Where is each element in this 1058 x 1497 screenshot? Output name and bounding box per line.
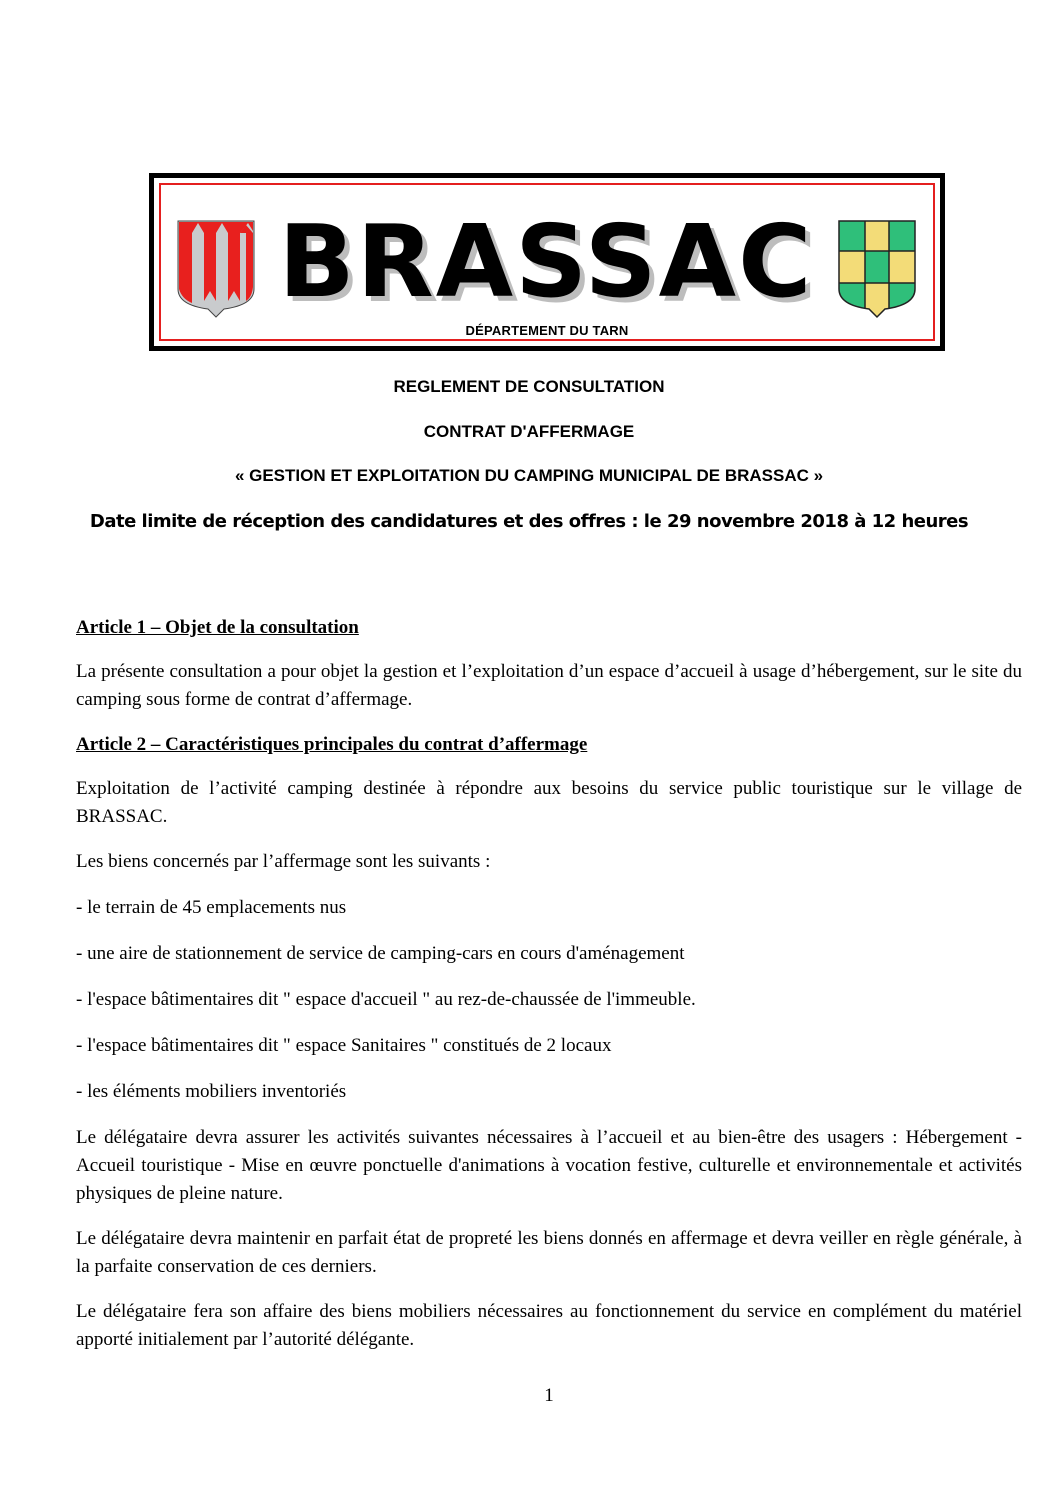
deadline-notice: Date limite de réception des candidatures et des offres : le 29 novembre 2018 à 12 heures (89, 511, 969, 532)
article-2-title: Article 2 – Caractéristiques principales du contrat d’affermage (76, 734, 588, 755)
activities-paragraph: Le délégataire devra assurer les activités suivantes nécessaires à l’accueil et au bien-être des usagers : Hébergement - Accueil touristique - Mise en œuvre ponctuelle d'animations à vocation festive, culturelle et environnementale et activités physiques de pleine nature. (76, 1127, 1022, 1204)
maintenance-paragraph: Le délégataire devra maintenir en parfait état de propreté les biens donnés en affermage et devra veiller en règle générale, à la parfaite conservation de ces derniers. (76, 1228, 1022, 1277)
project-title: « GESTION ET EXPLOITATION DU CAMPING MUNICIPAL DE BRASSAC » (234, 466, 824, 485)
logo-subtitle: DÉPARTEMENT DU TARN (465, 323, 629, 338)
right-coat-of-arms-icon (837, 219, 917, 319)
list-item: - l'espace bâtimentaires dit " espace Sanitaires " constitués de 2 locaux (76, 1035, 612, 1056)
list-item: - une aire de stationnement de service de camping-cars en cours d'aménagement (76, 943, 685, 964)
assets-list-intro: Les biens concernés par l’affermage sont les suivants : (76, 851, 491, 872)
equipment-paragraph: Le délégataire fera son affaire des biens mobiliers nécessaires au fonctionnement du service en complément du matériel apporté initialement par l’autorité délégante. (76, 1301, 1022, 1350)
article-1-title: Article 1 – Objet de la consultation (76, 617, 359, 638)
left-coat-of-arms-icon (176, 219, 256, 319)
document-title: REGLEMENT DE CONSULTATION (393, 377, 665, 396)
brassac-logo-banner (149, 173, 945, 351)
list-item: - le terrain de 45 emplacements nus (76, 897, 347, 918)
page-number: 1 (544, 1385, 554, 1406)
list-item: - l'espace bâtimentaires dit " espace d'accueil " au rez-de-chaussée de l'immeuble. (76, 989, 696, 1010)
list-item: - les éléments mobiliers inventoriés (76, 1081, 347, 1102)
document-subtitle: CONTRAT D'AFFERMAGE (423, 422, 635, 441)
article-2-intro: Exploitation de l’activité camping destinée à répondre aux besoins du service public touristique sur le village de BRASSAC. (76, 778, 1022, 827)
article-1-text: La présente consultation a pour objet la gestion et l’exploitation d’un espace d’accueil à usage d’hébergement, sur le site du camping sous forme de contrat d’affermage. (76, 661, 1022, 710)
document-body (76, 614, 1022, 1371)
logo-wordmark: BRASSAC (278, 207, 814, 317)
logo-inner-border (159, 183, 935, 341)
